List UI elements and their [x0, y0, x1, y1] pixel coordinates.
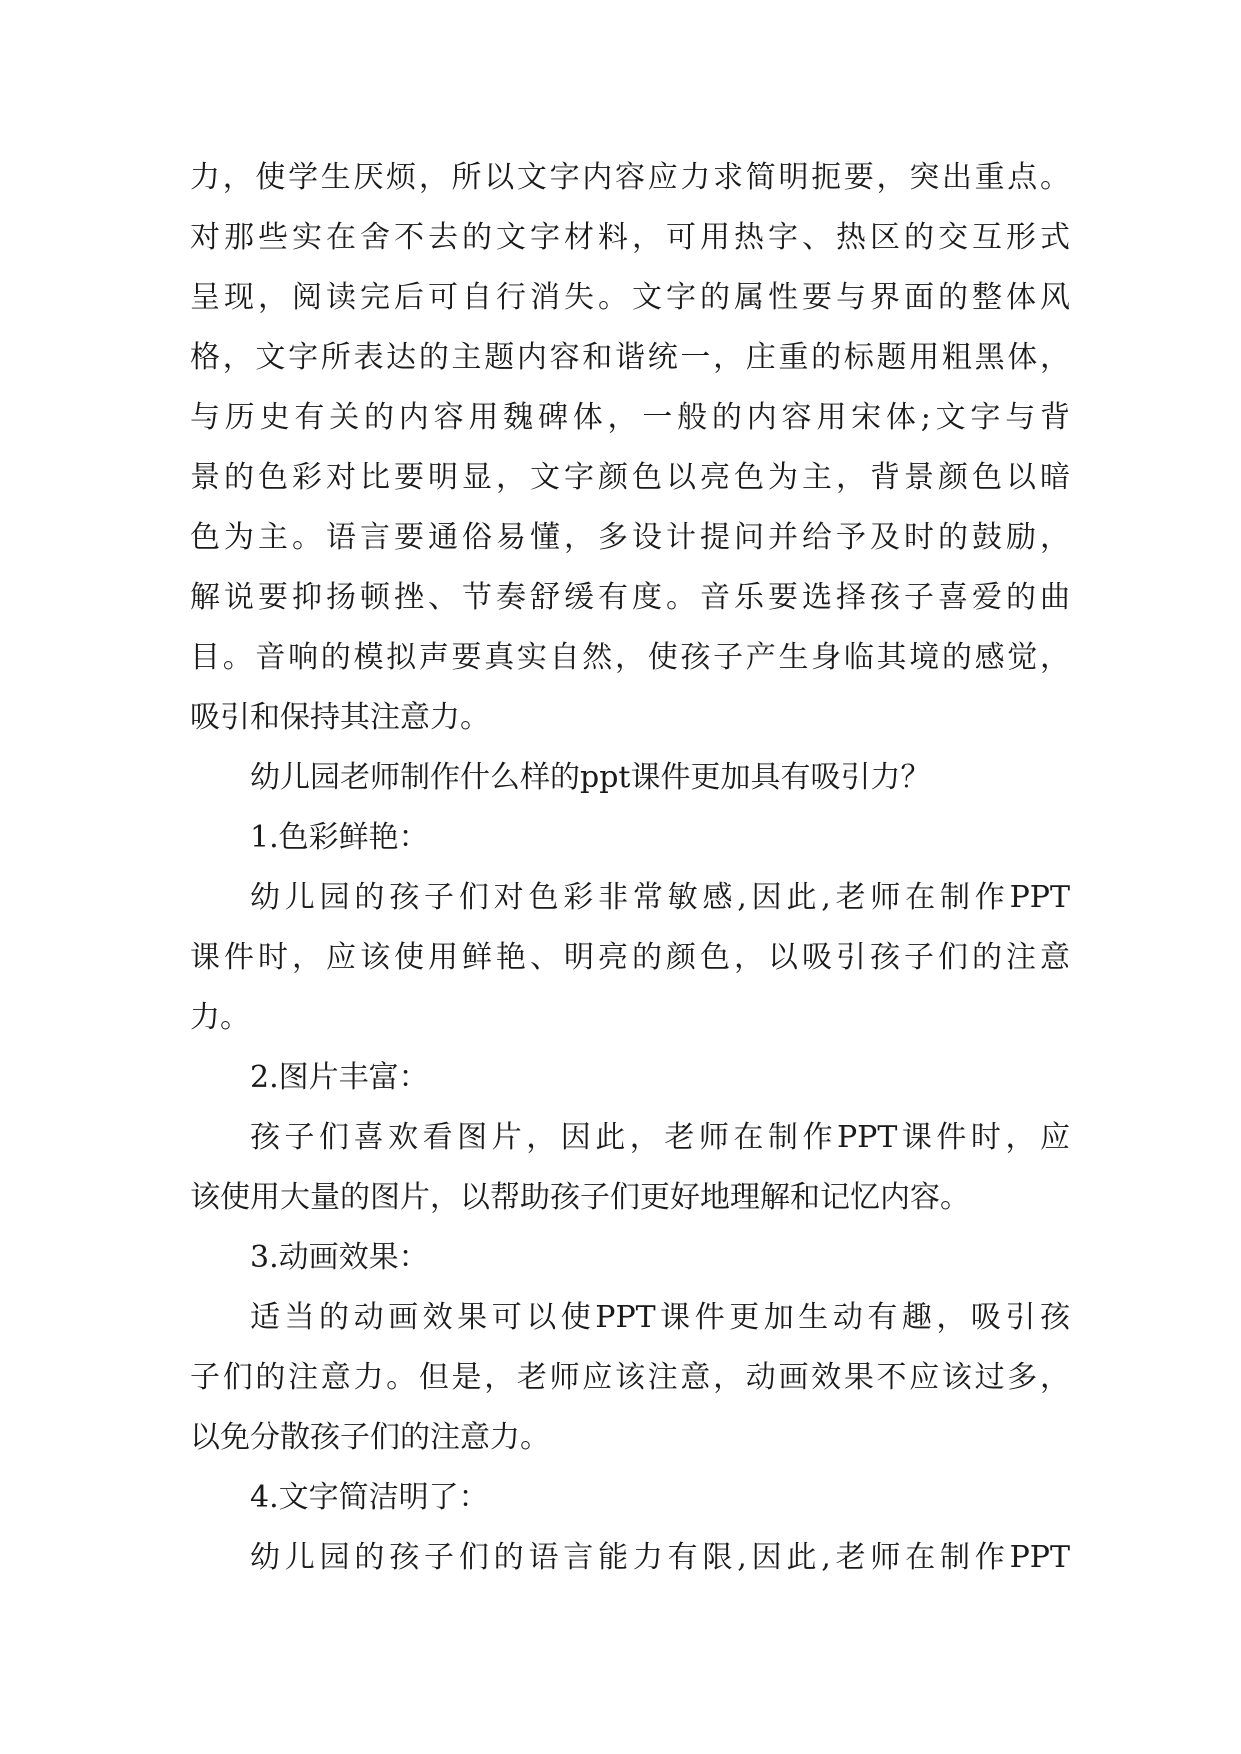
body-text-line: 解说要抑扬顿挫、节奏舒缓有度。音乐要选择孩子喜爱的曲: [190, 580, 1070, 615]
body-text-line: 子们的注意力。但是，老师应该注意，动画效果不应该过多，: [190, 1360, 1070, 1395]
body-text-line: 力，使学生厌烦，所以文字内容应力求简明扼要，突出重点。: [190, 160, 1070, 195]
section-question-heading: 幼儿园老师制作什么样的ppt课件更加具有吸引力？: [250, 760, 931, 795]
point-heading-2: 2.图片丰富：: [250, 1060, 429, 1095]
body-text-line: 对那些实在舍不去的文字材料，可用热字、热区的交互形式: [190, 220, 1070, 255]
body-text-line: 适当的动画效果可以使PPT课件更加生动有趣，吸引孩: [250, 1300, 1070, 1335]
body-text-line: 色为主。语言要通俗易懂，多设计提问并给予及时的鼓励，: [190, 520, 1070, 555]
body-text-line: 格，文字所表达的主题内容和谐统一，庄重的标题用粗黑体，: [190, 340, 1070, 375]
body-text-line: 幼儿园的孩子们的语言能力有限,因此,老师在制作PPT: [250, 1540, 1070, 1575]
body-text-line: 与历史有关的内容用魏碑体，一般的内容用宋体;文字与背: [190, 400, 1070, 435]
body-text-line: 目。音响的模拟声要真实自然，使孩子产生身临其境的感觉，: [190, 640, 1070, 675]
body-text-line: 吸引和保持其注意力。: [190, 700, 490, 735]
body-text-line: 幼儿园的孩子们对色彩非常敏感,因此,老师在制作PPT: [250, 880, 1070, 915]
point-heading-4: 4.文字简洁明了：: [250, 1480, 489, 1515]
body-text-line: 该使用大量的图片，以帮助孩子们更好地理解和记忆内容。: [190, 1180, 970, 1215]
body-text-line: 力。: [190, 1000, 250, 1035]
body-text-line: 景的色彩对比要明显，文字颜色以亮色为主，背景颜色以暗: [190, 460, 1070, 495]
body-text-line: 课件时，应该使用鲜艳、明亮的颜色，以吸引孩子们的注意: [190, 940, 1070, 975]
point-heading-3: 3.动画效果：: [250, 1240, 429, 1275]
body-text-line: 孩子们喜欢看图片，因此，老师在制作PPT课件时，应: [250, 1120, 1070, 1155]
body-text-line: 呈现，阅读完后可自行消失。文字的属性要与界面的整体风: [190, 280, 1070, 315]
point-heading-1: 1.色彩鲜艳：: [250, 820, 429, 855]
document-body: [190, 148, 1070, 1588]
body-text-line: 以免分散孩子们的注意力。: [190, 1420, 550, 1455]
